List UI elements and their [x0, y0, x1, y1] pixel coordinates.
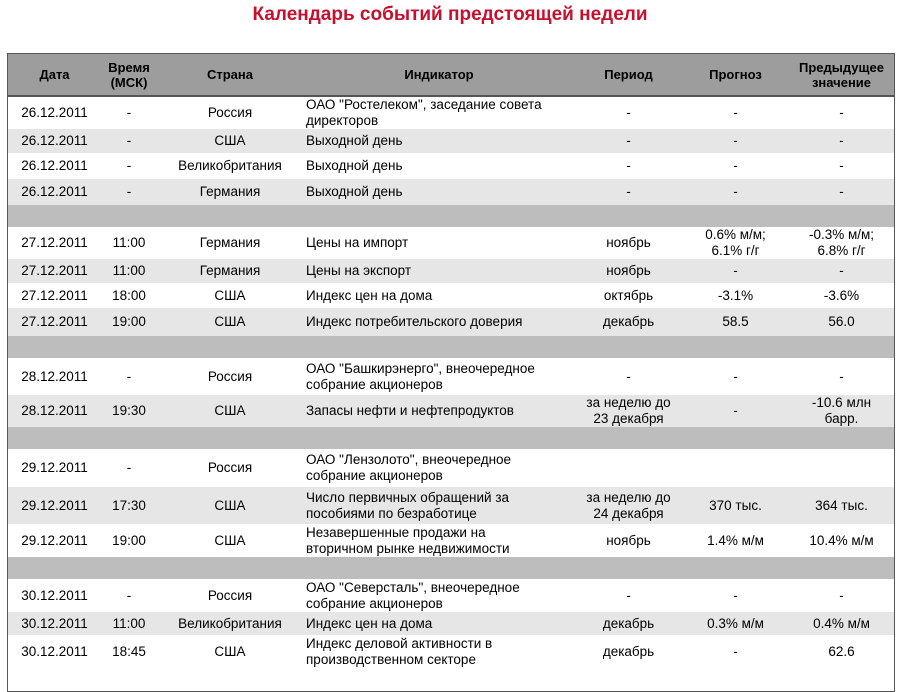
date-cell: [8, 449, 101, 487]
time-cell: [101, 129, 157, 153]
indicator-cell-line: директоров: [306, 113, 379, 128]
period-cell: [575, 283, 682, 308]
time-cell: [101, 227, 157, 259]
indicator-cell: [303, 579, 575, 612]
date-cell: [8, 129, 101, 153]
forecast-cell-line: -: [733, 368, 738, 384]
date-cell-line: 28.12.2011: [21, 368, 88, 384]
forecast-cell: [682, 96, 789, 129]
indicator-cell-line: ОАО "Лензолото", внеочередное: [306, 452, 512, 467]
forecast-cell-line: -3.1%: [717, 287, 754, 303]
forecast-cell: [682, 308, 789, 336]
date-cell: [8, 358, 101, 395]
date-cell-line: 30.12.2011: [21, 587, 88, 603]
previous-cell: [789, 129, 894, 153]
period-cell: [575, 227, 682, 259]
forecast-cell: [682, 487, 789, 524]
time-cell: [101, 96, 157, 129]
date-cell: [8, 635, 101, 668]
previous-cell-line: -: [839, 133, 844, 148]
date-cell-line: 26.12.2011: [21, 158, 88, 173]
indicator-cell-line: производственном секторе: [306, 651, 476, 667]
period-cell: [575, 579, 682, 612]
day-separator: [8, 557, 894, 579]
date-cell: [8, 259, 101, 283]
forecast-cell-line: -: [733, 133, 738, 148]
indicator-cell: [303, 259, 575, 283]
day-separator-cell: [8, 205, 894, 227]
table-row: [8, 449, 894, 487]
table-body: [8, 96, 894, 668]
previous-cell: [789, 259, 894, 283]
time-cell: [101, 283, 157, 308]
forecast-cell-line: -: [733, 643, 738, 659]
date-cell: [8, 283, 101, 308]
time-cell-line: 18:45: [112, 643, 146, 659]
country-cell-line: США: [214, 643, 246, 659]
date-cell-line: 29.12.2011: [21, 497, 88, 513]
previous-cell-line: -0.3% м/м;: [808, 227, 875, 242]
indicator-cell-line: Число первичных обращений за: [306, 489, 510, 505]
indicator-cell: [303, 358, 575, 395]
header-period: Период: [575, 54, 682, 96]
date-cell-line: 27.12.2011: [21, 235, 88, 250]
forecast-cell-line: 58.5: [722, 314, 749, 329]
previous-cell: [789, 579, 894, 612]
header-forecast: Прогноз: [682, 54, 789, 96]
indicator-cell: [303, 635, 575, 668]
time-cell: [101, 179, 157, 205]
table-row: [8, 283, 894, 308]
date-cell-line: 30.12.2011: [21, 615, 88, 631]
time-cell: [101, 308, 157, 336]
indicator-cell-line: пособиями по безработице: [306, 505, 477, 521]
country-cell-line: Россия: [207, 368, 253, 384]
date-cell-line: 26.12.2011: [21, 184, 88, 199]
forecast-cell-line: -: [733, 105, 738, 120]
day-separator: [8, 205, 894, 227]
country-cell: [157, 227, 303, 259]
time-cell-line: -: [126, 105, 132, 120]
indicator-cell: [303, 308, 575, 336]
period-cell: [575, 153, 682, 179]
previous-cell-line: -3.6%: [823, 287, 860, 303]
time-cell-line: 18:00: [112, 287, 146, 303]
previous-cell: [789, 358, 894, 395]
country-cell-line: США: [214, 133, 246, 148]
date-cell-line: 27.12.2011: [21, 314, 88, 329]
forecast-cell-line: 0.6% м/м;: [705, 227, 766, 242]
period-cell-line: декабрь: [602, 643, 655, 659]
date-cell: [8, 96, 101, 129]
period-cell-line: ноябрь: [606, 235, 651, 250]
period-cell-line: -: [626, 158, 631, 173]
indicator-cell-line: Цены на экспорт: [306, 263, 412, 278]
country-cell: [157, 129, 303, 153]
header-date: Дата: [8, 54, 101, 96]
forecast-cell-line: -: [733, 587, 738, 603]
previous-cell-line: -: [839, 263, 844, 278]
indicator-cell-line: Незавершенные продажи на: [306, 524, 486, 540]
date-cell-line: 26.12.2011: [21, 133, 88, 148]
date-cell: [8, 227, 101, 259]
forecast-cell: [682, 153, 789, 179]
header-time-line: Время: [108, 59, 150, 75]
forecast-cell: [682, 612, 789, 635]
country-cell: [157, 612, 303, 635]
date-cell: [8, 524, 101, 557]
previous-cell: [789, 308, 894, 336]
date-cell-line: 27.12.2011: [21, 263, 88, 278]
country-cell-line: США: [214, 287, 246, 303]
table-row: [8, 179, 894, 205]
previous-cell-line: -: [839, 105, 844, 120]
period-cell-line: октябрь: [603, 287, 654, 303]
table-row: [8, 259, 894, 283]
period-cell-line: -: [626, 368, 631, 384]
date-cell-line: 27.12.2011: [21, 287, 88, 303]
forecast-cell-line: 1.4% м/м: [707, 532, 764, 548]
country-cell-line: Германия: [199, 184, 261, 199]
indicator-cell: [303, 612, 575, 635]
table-row: [8, 358, 894, 395]
date-cell-line: 30.12.2011: [21, 643, 88, 659]
indicator-cell-line: ОАО "Северсталь", внеочередное: [306, 579, 520, 595]
indicator-cell-line: собрание акционеров: [306, 376, 443, 392]
table-header-row: [8, 54, 894, 96]
time-cell-line: -: [126, 184, 132, 199]
period-cell: [575, 635, 682, 668]
period-cell: [575, 449, 682, 487]
indicator-cell: [303, 283, 575, 308]
table-row: [8, 153, 894, 179]
previous-cell-line: -10.6 млн: [811, 395, 872, 410]
events-table-frame: [7, 53, 895, 692]
previous-cell: [789, 227, 894, 259]
forecast-cell-line: 6.1% г/г: [711, 243, 760, 258]
header-time-line: (МСК): [110, 74, 148, 90]
period-cell: [575, 395, 682, 427]
period-cell: [575, 612, 682, 635]
indicator-cell: [303, 395, 575, 427]
time-cell-line: 19:00: [112, 314, 146, 329]
country-cell-line: США: [214, 314, 246, 329]
period-cell: [575, 179, 682, 205]
previous-cell: [789, 635, 894, 668]
previous-cell: [789, 449, 894, 487]
indicator-cell-line: Индекс деловой активности в: [306, 635, 493, 651]
forecast-cell: [682, 358, 789, 395]
indicator-cell-line: Выходной день: [306, 184, 403, 199]
period-cell-line: -: [626, 133, 631, 148]
country-cell: [157, 153, 303, 179]
date-cell: [8, 487, 101, 524]
table-row: [8, 579, 894, 612]
time-cell: [101, 449, 157, 487]
date-cell-line: 29.12.2011: [21, 460, 88, 475]
indicator-cell: [303, 449, 575, 487]
previous-cell: [789, 283, 894, 308]
table-row: [8, 227, 894, 259]
period-cell-line: ноябрь: [606, 263, 651, 278]
indicator-cell: [303, 129, 575, 153]
indicator-cell-line: Индекс цен на дома: [306, 615, 433, 631]
period-cell-line: декабрь: [602, 314, 655, 329]
period-cell-line: 23 декабря: [593, 411, 664, 426]
time-cell: [101, 635, 157, 668]
time-cell-line: -: [126, 368, 132, 384]
events-table: [8, 54, 894, 668]
previous-cell: [789, 153, 894, 179]
time-cell-line: 19:00: [112, 532, 146, 548]
period-cell: [575, 487, 682, 524]
forecast-cell-line: 0.3% м/м: [707, 615, 764, 631]
previous-cell: [789, 487, 894, 524]
time-cell-line: 11:00: [112, 615, 146, 631]
table-row: [8, 487, 894, 524]
previous-cell-line: -: [839, 184, 844, 199]
period-cell-line: -: [626, 105, 631, 120]
forecast-cell: [682, 635, 789, 668]
period-cell: [575, 129, 682, 153]
period-cell-line: 24 декабря: [593, 505, 664, 521]
period-cell-line: ноябрь: [606, 532, 651, 548]
header-country: Страна: [157, 54, 303, 96]
previous-cell-line: 62.6: [828, 643, 855, 659]
period-cell: [575, 259, 682, 283]
country-cell: [157, 308, 303, 336]
time-cell: [101, 259, 157, 283]
header-previous-line: Предыдущее: [799, 59, 884, 75]
country-cell: [157, 395, 303, 427]
country-cell: [157, 487, 303, 524]
forecast-cell: [682, 259, 789, 283]
period-cell-line: декабрь: [602, 615, 655, 631]
indicator-cell: [303, 524, 575, 557]
time-cell-line: -: [126, 460, 132, 475]
time-cell-line: 11:00: [112, 263, 146, 278]
indicator-cell-line: собрание акционеров: [306, 468, 443, 483]
previous-cell-line: -: [839, 158, 844, 173]
previous-cell: [789, 179, 894, 205]
country-cell: [157, 524, 303, 557]
country-cell: [157, 635, 303, 668]
date-cell-line: 29.12.2011: [21, 532, 88, 548]
country-cell-line: Германия: [199, 235, 261, 250]
page-title: Календарь событий предстоящей недели: [252, 4, 648, 25]
previous-cell: [789, 612, 894, 635]
time-cell: [101, 395, 157, 427]
indicator-cell: [303, 487, 575, 524]
forecast-cell: [682, 449, 789, 487]
indicator-cell: [303, 96, 575, 129]
date-cell: [8, 153, 101, 179]
country-cell-line: Германия: [199, 263, 261, 278]
header-indicator: Индикатор: [303, 54, 575, 96]
country-cell-line: Россия: [207, 587, 253, 603]
indicator-cell-line: Цены на импорт: [306, 235, 409, 250]
day-separator-cell: [8, 427, 894, 449]
date-cell: [8, 308, 101, 336]
forecast-cell-line: 370 тыс.: [709, 497, 762, 513]
day-separator-cell: [8, 336, 894, 358]
time-cell: [101, 524, 157, 557]
time-cell: [101, 487, 157, 524]
time-cell: [101, 612, 157, 635]
table-row: [8, 308, 894, 336]
time-cell-line: 11:00: [112, 235, 146, 250]
time-cell-line: -: [126, 133, 132, 148]
time-cell-line: 17:30: [112, 497, 146, 513]
forecast-cell: [682, 129, 789, 153]
country-cell: [157, 283, 303, 308]
indicator-cell-line: ОАО "Башкирэнерго", внеочередное: [306, 360, 535, 376]
indicator-cell-line: Индекс потребительского доверия: [306, 314, 523, 329]
forecast-cell: [682, 227, 789, 259]
time-cell: [101, 358, 157, 395]
previous-cell-line: -: [839, 587, 844, 603]
indicator-cell-line: вторичном рынке недвижимости: [306, 540, 510, 556]
time-cell-line: -: [126, 158, 132, 173]
period-cell-line: за неделю до: [586, 489, 671, 505]
period-cell-line: за неделю до: [586, 395, 671, 410]
forecast-cell: [682, 524, 789, 557]
time-cell-line: -: [126, 587, 132, 603]
period-cell: [575, 308, 682, 336]
previous-cell-line: 56.0: [828, 314, 855, 329]
country-cell-line: Россия: [207, 105, 253, 120]
header-previous-line: значение: [811, 74, 872, 90]
indicator-cell-line: Запасы нефти и нефтепродуктов: [306, 403, 514, 418]
time-cell: [101, 579, 157, 612]
table-row: [8, 524, 894, 557]
previous-cell-line: 0.4% м/м: [813, 615, 870, 631]
period-cell-line: -: [626, 587, 631, 603]
forecast-cell-line: -: [733, 184, 738, 199]
indicator-cell: [303, 179, 575, 205]
period-cell: [575, 524, 682, 557]
date-cell-line: 26.12.2011: [21, 105, 88, 120]
table-row: [8, 395, 894, 427]
indicator-cell-line: собрание акционеров: [306, 595, 443, 611]
forecast-cell-line: -: [733, 263, 738, 278]
country-cell: [157, 259, 303, 283]
date-cell: [8, 395, 101, 427]
country-cell: [157, 96, 303, 129]
table-row: [8, 96, 894, 129]
date-cell: [8, 579, 101, 612]
previous-cell: [789, 395, 894, 427]
period-cell: [575, 96, 682, 129]
date-cell: [8, 612, 101, 635]
country-cell-line: США: [214, 497, 246, 513]
indicator-cell-line: ОАО "Ростелеком", заседание совета: [306, 97, 542, 112]
country-cell-line: США: [214, 532, 246, 548]
indicator-cell: [303, 227, 575, 259]
previous-cell: [789, 524, 894, 557]
indicator-cell-line: Индекс цен на дома: [306, 287, 433, 303]
indicator-cell-line: Выходной день: [306, 158, 403, 173]
day-separator: [8, 427, 894, 449]
previous-cell-line: 6.8% г/г: [817, 243, 866, 258]
time-cell: [101, 153, 157, 179]
indicator-cell: [303, 153, 575, 179]
country-cell-line: США: [214, 403, 246, 418]
forecast-cell-line: -: [733, 158, 738, 173]
time-cell-line: 19:30: [112, 403, 146, 418]
header-time: [101, 54, 157, 96]
day-separator: [8, 336, 894, 358]
date-cell-line: 28.12.2011: [21, 403, 88, 418]
indicator-cell-line: Выходной день: [306, 133, 403, 148]
country-cell-line: Великобритания: [178, 615, 282, 631]
previous-cell: [789, 96, 894, 129]
country-cell: [157, 179, 303, 205]
country-cell: [157, 449, 303, 487]
previous-cell-line: 364 тыс.: [815, 497, 868, 513]
period-cell-line: -: [626, 184, 631, 199]
day-separator-cell: [8, 557, 894, 579]
forecast-cell-line: -: [733, 403, 738, 418]
table-row: [8, 635, 894, 668]
previous-cell-line: -: [839, 368, 844, 384]
previous-cell-line: 10.4% м/м: [809, 532, 874, 548]
previous-cell-line: барр.: [824, 411, 859, 426]
country-cell: [157, 358, 303, 395]
table-row: [8, 129, 894, 153]
table-row: [8, 612, 894, 635]
country-cell-line: Россия: [207, 460, 253, 475]
period-cell: [575, 358, 682, 395]
country-cell: [157, 579, 303, 612]
forecast-cell: [682, 179, 789, 205]
forecast-cell: [682, 283, 789, 308]
header-previous: [789, 54, 894, 96]
country-cell-line: Великобритания: [178, 158, 282, 173]
date-cell: [8, 179, 101, 205]
forecast-cell: [682, 395, 789, 427]
forecast-cell: [682, 579, 789, 612]
